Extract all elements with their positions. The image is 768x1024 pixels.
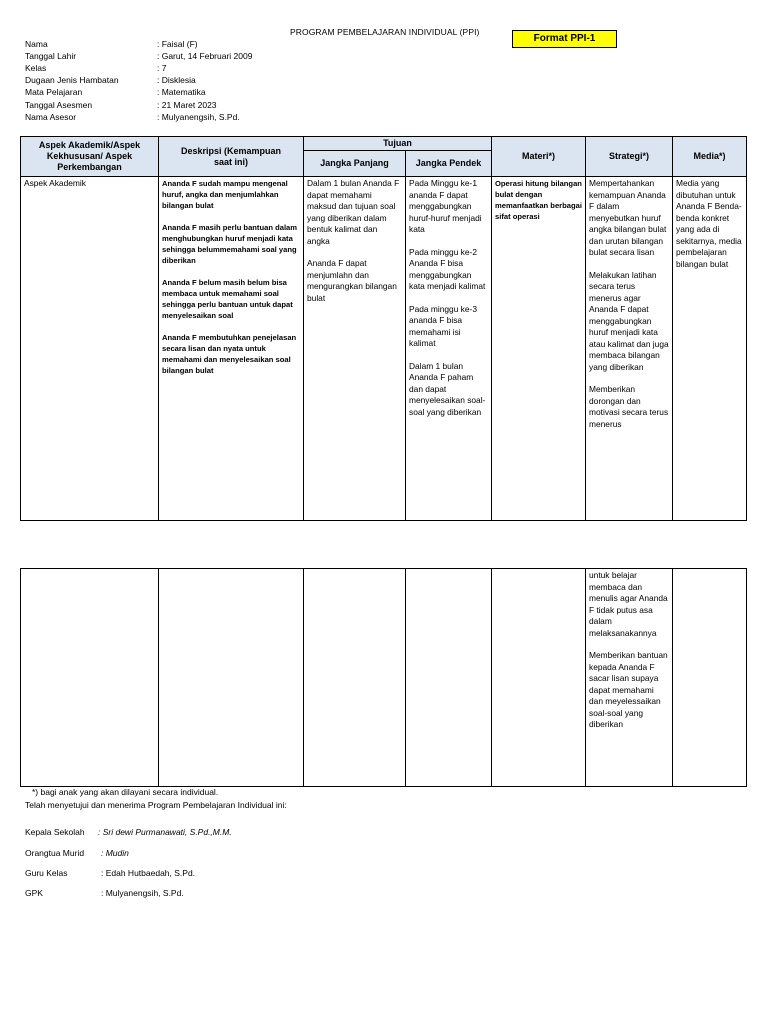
jangka-panjang-item: Ananda F dapat menjumlahn dan mengurangkan bilangan bulat: [307, 258, 397, 303]
cell-media-cont: [673, 569, 747, 787]
signature-label: Orangtua Murid: [25, 848, 85, 858]
signature-value: : Edah Hutbaedah, S.Pd.: [101, 868, 196, 878]
info-value-tanggal-lahir: : Garut, 14 Februari 2009: [157, 51, 253, 61]
signature-label: Kepala Sekolah: [25, 827, 85, 837]
header-strategi: Strategi*): [586, 137, 673, 177]
info-value-mata-pelajaran: : Matematika: [157, 87, 206, 97]
header-tujuan: Tujuan: [304, 137, 492, 151]
table-row: [21, 177, 747, 521]
cell-deskripsi-cont: [159, 569, 304, 787]
header-aspek: Aspek Akademik/Aspek Kekhususan/ Aspek Perkembangan: [21, 137, 159, 177]
signature-label: Guru Kelas: [25, 868, 68, 878]
info-label-tanggal-lahir: Tanggal Lahir: [25, 51, 77, 61]
info-label-kelas: Kelas: [25, 63, 47, 73]
header-jangka-panjang: Jangka Panjang: [304, 151, 406, 177]
signature-value: : Mudin: [101, 848, 129, 858]
document-title: PROGRAM PEMBELAJARAN INDIVIDUAL (PPI): [290, 27, 480, 37]
cell-aspek-cont: [21, 569, 159, 787]
jangka-panjang-item: Dalam 1 bulan Ananda F dapat memahami maksud dan tujuan soal yang diberikan dalam bentuk kalimat dan angka: [307, 178, 400, 246]
cell-strategi: [586, 177, 673, 521]
deskripsi-item: Ananda F sudah mampu mengenal huruf, angka dan menjumlahkan bilangan bulat: [162, 179, 288, 210]
strategi-item: Melakukan latihan secara terus menerus agar Ananda F dapat menggabungkan huruf menjadi kata atau kalimat dan juga membaca bilangan yang diberikan: [589, 269, 669, 372]
agreement-text: Telah menyetujui dan menerima Program Pembelajaran Individual ini:: [25, 800, 287, 810]
footnote: *) bagi anak yang akan dilayani secara individual.: [32, 787, 219, 797]
materi-text: Operasi hitung bilangan bulat dengan memanfaatkan berbagai sifat operasi: [495, 179, 582, 221]
aspek-text: Aspek Akademik: [24, 178, 86, 188]
cell-materi-cont: [492, 569, 586, 787]
header-materi: Materi*): [492, 137, 586, 177]
cell-jangka-pendek: [406, 177, 492, 521]
cell-deskripsi: [159, 177, 304, 521]
cell-aspek: [21, 177, 159, 521]
media-text: Media yang dibutuhan untuk Ananda F Benda-benda konkret yang ada di sekitarnya, media pembelajaran bilangan bulat: [676, 178, 742, 269]
cell-strategi-cont: [586, 569, 673, 787]
deskripsi-item: Ananda F masih perlu bantuan dalam menghubungkan huruf menjadi kata sehingga belummemahami soal yang diberikan: [162, 223, 298, 265]
jangka-pendek-item: Pada minggu ke-3 ananda F bisa memahami isi kalimat: [409, 303, 477, 348]
info-label-mata-pelajaran: Mata Pelajaran: [25, 87, 83, 97]
cell-media: [673, 177, 747, 521]
signature-label: GPK: [25, 888, 43, 898]
header-deskripsi: Deskripsi (Kemampuan saat ini): [159, 137, 304, 177]
jangka-pendek-item: Pada Minggu ke-1 ananda F dapat menggabungkan huruf-huruf menjadi kata: [409, 178, 482, 234]
info-value-kelas: : 7: [157, 63, 167, 73]
cell-jangka-pendek-cont: [406, 569, 492, 787]
info-label-nama: Nama: [25, 39, 48, 49]
info-label-tanggal-asesmen: Tanggal Asesmen: [25, 100, 93, 110]
ppi-table: [20, 136, 747, 521]
signature-value: : Sri dewi Purmanawati, S.Pd.,M.M.: [98, 827, 232, 837]
cell-jangka-panjang: [304, 177, 406, 521]
info-value-tanggal-asesmen: : 21 Maret 2023: [157, 100, 217, 110]
header-media: Media*): [673, 137, 747, 177]
jangka-pendek-item: Pada minggu ke-2 Ananda F bisa menggabungkan kata menjadi kalimat: [409, 246, 486, 291]
info-value-hambatan: : Disklesia: [157, 75, 196, 85]
cell-materi: [492, 177, 586, 521]
strategi-item: Mempertahankan kemampuan Ananda F dalam menyebutkan huruf angka bilangan bulat dan urutan bilangan bulat secara lisan: [589, 178, 667, 257]
info-label-hambatan: Dugaan Jenis Hambatan: [25, 75, 119, 85]
strategi-item: untuk belajar membaca dan menulis agar Ananda F tidak putus asa dalam melaksanakannya: [589, 570, 668, 638]
table-row: [21, 569, 747, 787]
cell-jangka-panjang-cont: [304, 569, 406, 787]
format-badge: Format PPI-1: [512, 30, 617, 48]
info-value-asesor: : Mulyanengsih, S.Pd.: [157, 112, 240, 122]
ppi-table-continued: [20, 568, 747, 787]
deskripsi-item: Ananda F belum masih belum bisa membaca untuk memahami soal sehingga perlu bantuan untuk dapat menyelesaikan soal: [162, 278, 293, 320]
info-label-asesor: Nama Asesor: [25, 112, 77, 122]
deskripsi-item: Ananda F membutuhkan penejelasan secara lisan dan nyata untuk memahami dan menyelesaikan soal bilangan bulat: [162, 333, 297, 375]
strategi-item: Memberikan dorongan dan motivasi secara terus menerus: [589, 384, 669, 429]
info-value-nama: : Faisal (F): [157, 39, 198, 49]
header-jangka-pendek: Jangka Pendek: [406, 151, 492, 177]
signature-value: : Mulyanengsih, S.Pd.: [101, 888, 184, 898]
jangka-pendek-item: Dalam 1 bulan Ananda F paham dan dapat menyelesaikan soal-soal yang diberikan: [409, 360, 486, 417]
strategi-item: Memberikan bantuan kepada Ananda F sacar lisan supaya dapat memahami dan meyelessaikan soal-soal yang diberikan: [589, 650, 668, 729]
